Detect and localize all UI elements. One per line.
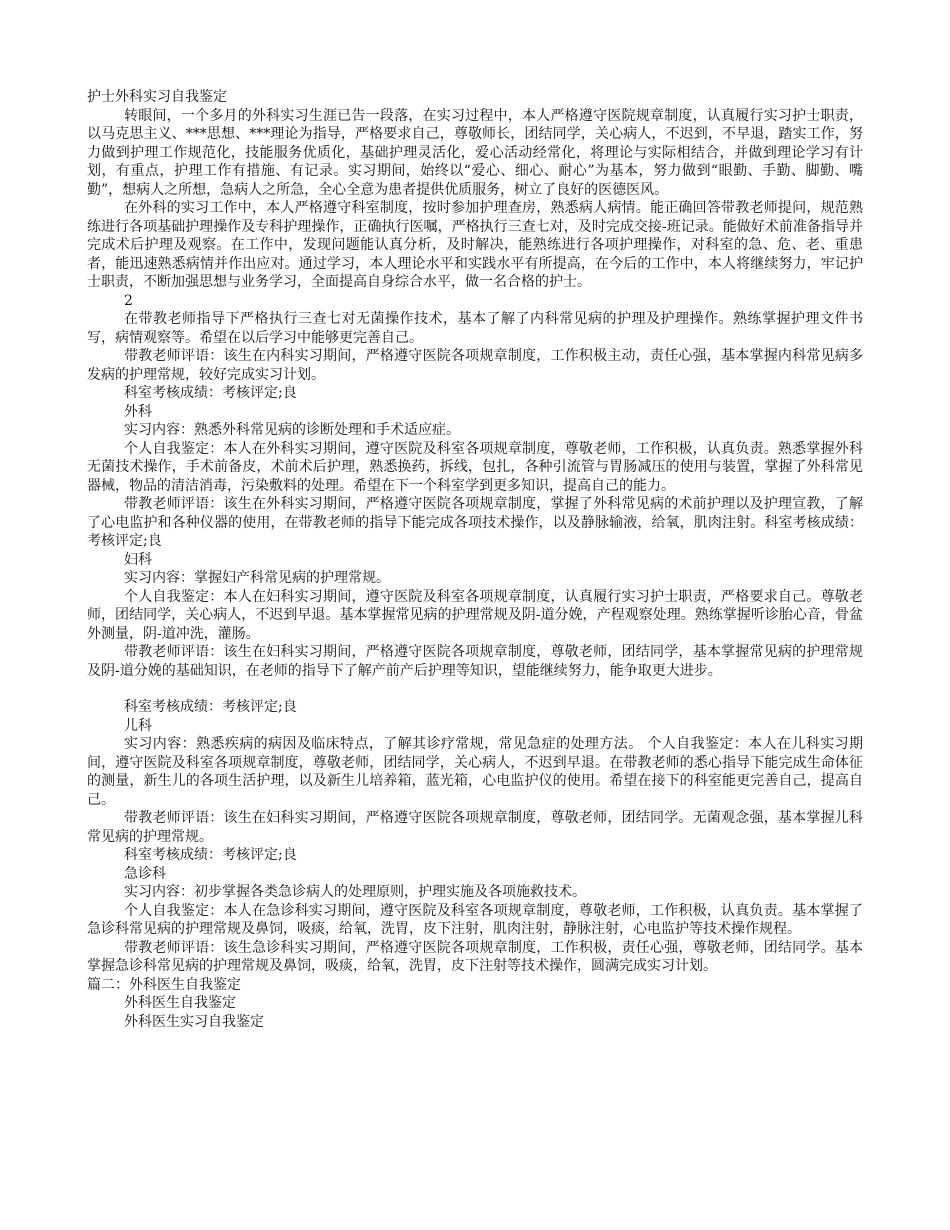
section-line: 2 xyxy=(124,292,133,309)
body-paragraph: 在外科的实习工作中，本人严格遵守科室制度，按时参加护理查房，熟悉病人病情。能正确回答带教老师提问，规范熟练进行各项基础护理操作及专科护理操作，正确执行医嘱，严格执行三查七对，及时完成交接-班记录。能做好术前准备指导并完成术后护理及观察。在工作中，发现问题能认真分析，及时解决，能熟练进行各项护理操作，对科室的急、危、老、重患者，能迅速熟悉病情并作出应对。通过学习，本人理论水平和实践水平有所提高，在今后的工作中，本人将继续努力，牢记护士职责，不断加强思想与业务学习，全面提高自身综合水平，做一名合格的护士。 xyxy=(87,200,863,290)
body-paragraph: 带教老师评语：该生急诊科实习期间，严格遵守医院各项规章制度，工作积极，责任心强，尊敬老师，团结同学。基本掌握急诊科常见病的护理常规及鼻饲，吸痰，给氧，洗胃，皮下注射等技术操作，圆满完成实习计划。 xyxy=(87,939,863,974)
body-paragraph: 带教老师评语：该生在妇科实习期间，严格遵守医院各项规章制度，尊敬老师，团结同学，基本掌握常见病的护理常规及阴-道分娩的基础知识，在老师的指导下了解产前产后护理等知识，望能继续努力，能争取更大进步。 xyxy=(87,644,863,679)
section-line: 外科 xyxy=(124,403,152,420)
body-paragraph: 个人自我鉴定：本人在急诊科实习期间，遵守医院及科室各项规章制度，尊敬老师，工作积极，认真负责。基本掌握了急诊科常见病的护理常规及鼻饲，吸痰，给氧，洗胃，皮下注射，肌肉注射，静脉注射，心电监护等技术操作规程。 xyxy=(87,902,863,937)
body-paragraph: 带教老师评语：该生在外科实习期间，严格遵守医院各项规章制度，掌握了外科常见病的术前护理以及护理宣教，了解了心电监护和各种仪器的使用，在带教老师的指导下能完成各项技术操作，以及静脉输液，给氧，肌肉注射。科室考核成绩：考核评定;良 xyxy=(87,496,863,549)
chapter-heading: 篇二：外科医生自我鉴定 xyxy=(87,976,241,993)
blank-line xyxy=(87,680,863,698)
section-line: 科室考核成绩：考核评定;良 xyxy=(124,699,297,715)
section-line: 科室考核成绩：考核评定;良 xyxy=(124,847,297,863)
section-line: 外科医生自我鉴定 xyxy=(124,995,236,1011)
body-paragraph: 个人自我鉴定：本人在妇科实习期间，遵守医院及科室各项规章制度，认真履行实习护士职责，严格要求自己。尊敬老师，团结同学，关心病人，不迟到早退。基本掌握常见病的护理常规及阴-道分娩，产程观察处理。熟练掌握听诊胎心音，骨盆外测量，阴-道冲洗，灌肠。 xyxy=(87,588,863,642)
body-paragraph: 转眼间，一个多月的外科实习生涯已告一段落，在实习过程中，本人严格遵守医院规章制度，认真履行实习护士职责，以马克思主义、***思想、***理论为指导，严格要求自己，尊敬师长，团结同学，关心病人，不迟到，不早退，踏实工作，努力做到护理工作规范化，技能服务优质化，基础护理灵活化，爱心活动经常化，将理论与实际相结合，并做到理论学习有计划，有重点，护理工作有措施、有记录。实习期间，始终以“爱心、细心、耐心”为基本，努力做到“眼勤、手勤、脚勤、嘴勤”，想病人之所想，急病人之所急，全心全意为患者提供优质服务，树立了良好的医德医风。 xyxy=(87,107,863,198)
section-line: 外科医生实习自我鉴定 xyxy=(124,1013,264,1030)
section-line: 急诊科 xyxy=(124,865,166,882)
section-line: 科室考核成绩：考核评定;良 xyxy=(124,385,297,401)
section-line: 儿科 xyxy=(124,717,152,734)
document-title: 护士外科实习自我鉴定 xyxy=(87,89,227,105)
document-body xyxy=(87,107,863,1032)
body-paragraph: 个人自我鉴定：本人在外科实习期间，遵守医院及科室各项规章制度，尊敬老师，工作积极，认真负责。熟悉掌握外科无菌技术操作，手术前备皮，术前术后护理，熟悉换药，拆线，包扎，各种引流管与胃肠减压的使用与装置，掌握了外科常见器械，物品的清洁消毒，污染敷料的处理。希望在下一个科室学到更多知识，提高自己的能力。 xyxy=(87,440,863,494)
section-line: 实习内容：掌握妇产科常见病的护理常规。 xyxy=(124,570,390,586)
body-paragraph: 在带教老师指导下严格执行三查七对无菌操作技术，基本了解了内科常见病的护理及护理操作。熟练掌握护理文件书写，病情观察等。希望在以后学习中能够更完善自己。 xyxy=(87,311,863,346)
body-paragraph: 实习内容：熟悉疾病的病因及临床特点，了解其诊疗常规，常见急症的处理方法。 个人自我鉴定：本人在儿科实习期间，遵守医院及科室各项规章制度，尊敬老师，团结同学，关心病人，不迟到早退。在带教老师的悉心指导下能完成生命体征的测量，新生儿的各项生活护理，以及新生儿培养箱，蓝光箱，心电监护仪的使用。希望在接下的科室能更完善自己，提高自己。 xyxy=(87,736,863,808)
document-page xyxy=(87,88,863,1031)
section-line: 实习内容：熟悉外科常见病的诊断处理和手术适应症。 xyxy=(124,422,460,438)
body-paragraph: 带教老师评语：该生在妇科实习期间，严格遵守医院各项规章制度，尊敬老师，团结同学。无菌观念强，基本掌握儿科常见病的护理常规。 xyxy=(87,810,863,845)
section-line: 妇科 xyxy=(124,551,152,568)
body-paragraph: 带教老师评语：该生在内科实习期间，严格遵守医院各项规章制度，工作积极主动，责任心强，基本掌握内科常见病多发病的护理常规，较好完成实习计划。 xyxy=(87,348,863,383)
section-line: 实习内容：初步掌握各类急诊病人的处理原则，护理实施及各项施救技术。 xyxy=(124,884,586,900)
